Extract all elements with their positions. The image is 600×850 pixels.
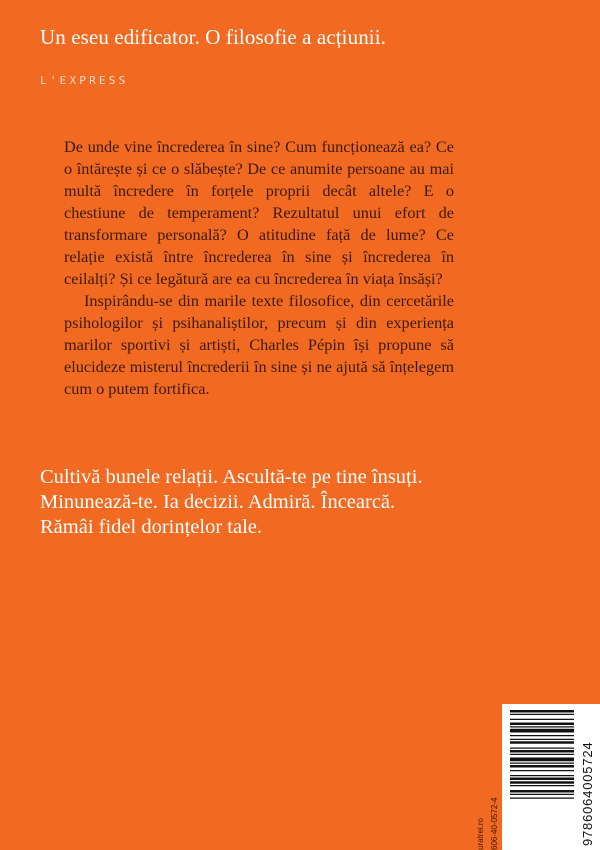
review-quote: Un eseu edificator. O filosofie a acțiunii.	[40, 25, 387, 49]
barcode-bar	[510, 729, 574, 733]
blurb-paragraph: Inspirându-se din marile texte filosofice, din cercetările psihologilor și psihanaliștilor, precum și din experiența marilor sportivi și artiști, Charles Pépin își propune să elucideze misterul încrederii în sine și ne ajută să înțelegem cum o putem fortifica.	[64, 291, 454, 398]
tagline: Cultivă bunele relații. Ascultă-te pe tine însuți.	[40, 466, 423, 488]
barcode-bar	[510, 719, 574, 720]
barcode-bar	[510, 750, 574, 753]
barcode-bar	[510, 741, 574, 744]
blurb	[64, 136, 454, 400]
isbn-number: 606-40-0572-4	[490, 797, 499, 850]
barcode-bar	[510, 739, 574, 740]
barcode-bar	[510, 770, 574, 771]
barcode-bar	[510, 778, 574, 781]
barcode-panel	[502, 704, 600, 850]
barcode-bar	[510, 754, 574, 755]
barcode-graphic	[510, 710, 574, 828]
taglines	[40, 465, 580, 540]
barcode-bar	[510, 794, 574, 795]
barcode-bar	[510, 781, 574, 784]
barcode-bar	[510, 763, 574, 764]
barcode-digits: 9786064005724	[580, 741, 595, 846]
blurb-paragraph: De unde vine încrederea în sine? Cum funcționează ea? Ce o întărește și ce o slăbește? De ce anumite persoane au mai multă încredere în forțele proprii decât altele? E o chestiune de temperament? Rezultatul unui efort de transformare personală? O atitudine față de lume? Ce relație există între încrederea în sine și încrederea în ceilalți? Și ce legătură are ea cu încrederea în viața însăși?	[64, 137, 454, 288]
quote-source: L'EXPRESS	[40, 74, 129, 87]
barcode-bar	[510, 798, 574, 799]
barcode-bar	[510, 748, 574, 749]
barcode-bar	[510, 790, 574, 793]
barcode-bar	[510, 758, 574, 762]
publisher-website: uratrei.ro	[476, 817, 485, 850]
tagline: Rămâi fidel dorințelor tale.	[40, 516, 263, 538]
barcode-bar	[510, 775, 574, 776]
barcode-bar	[510, 710, 574, 713]
tagline: Minunează-te. Ia decizii. Admiră. Încearcă.	[40, 491, 396, 513]
barcode-bar	[510, 714, 574, 715]
barcode-bar	[510, 785, 574, 786]
barcode-bar	[510, 723, 574, 726]
barcode-bar	[510, 735, 574, 736]
barcode-bar	[510, 726, 574, 727]
barcode-bar	[510, 765, 574, 768]
